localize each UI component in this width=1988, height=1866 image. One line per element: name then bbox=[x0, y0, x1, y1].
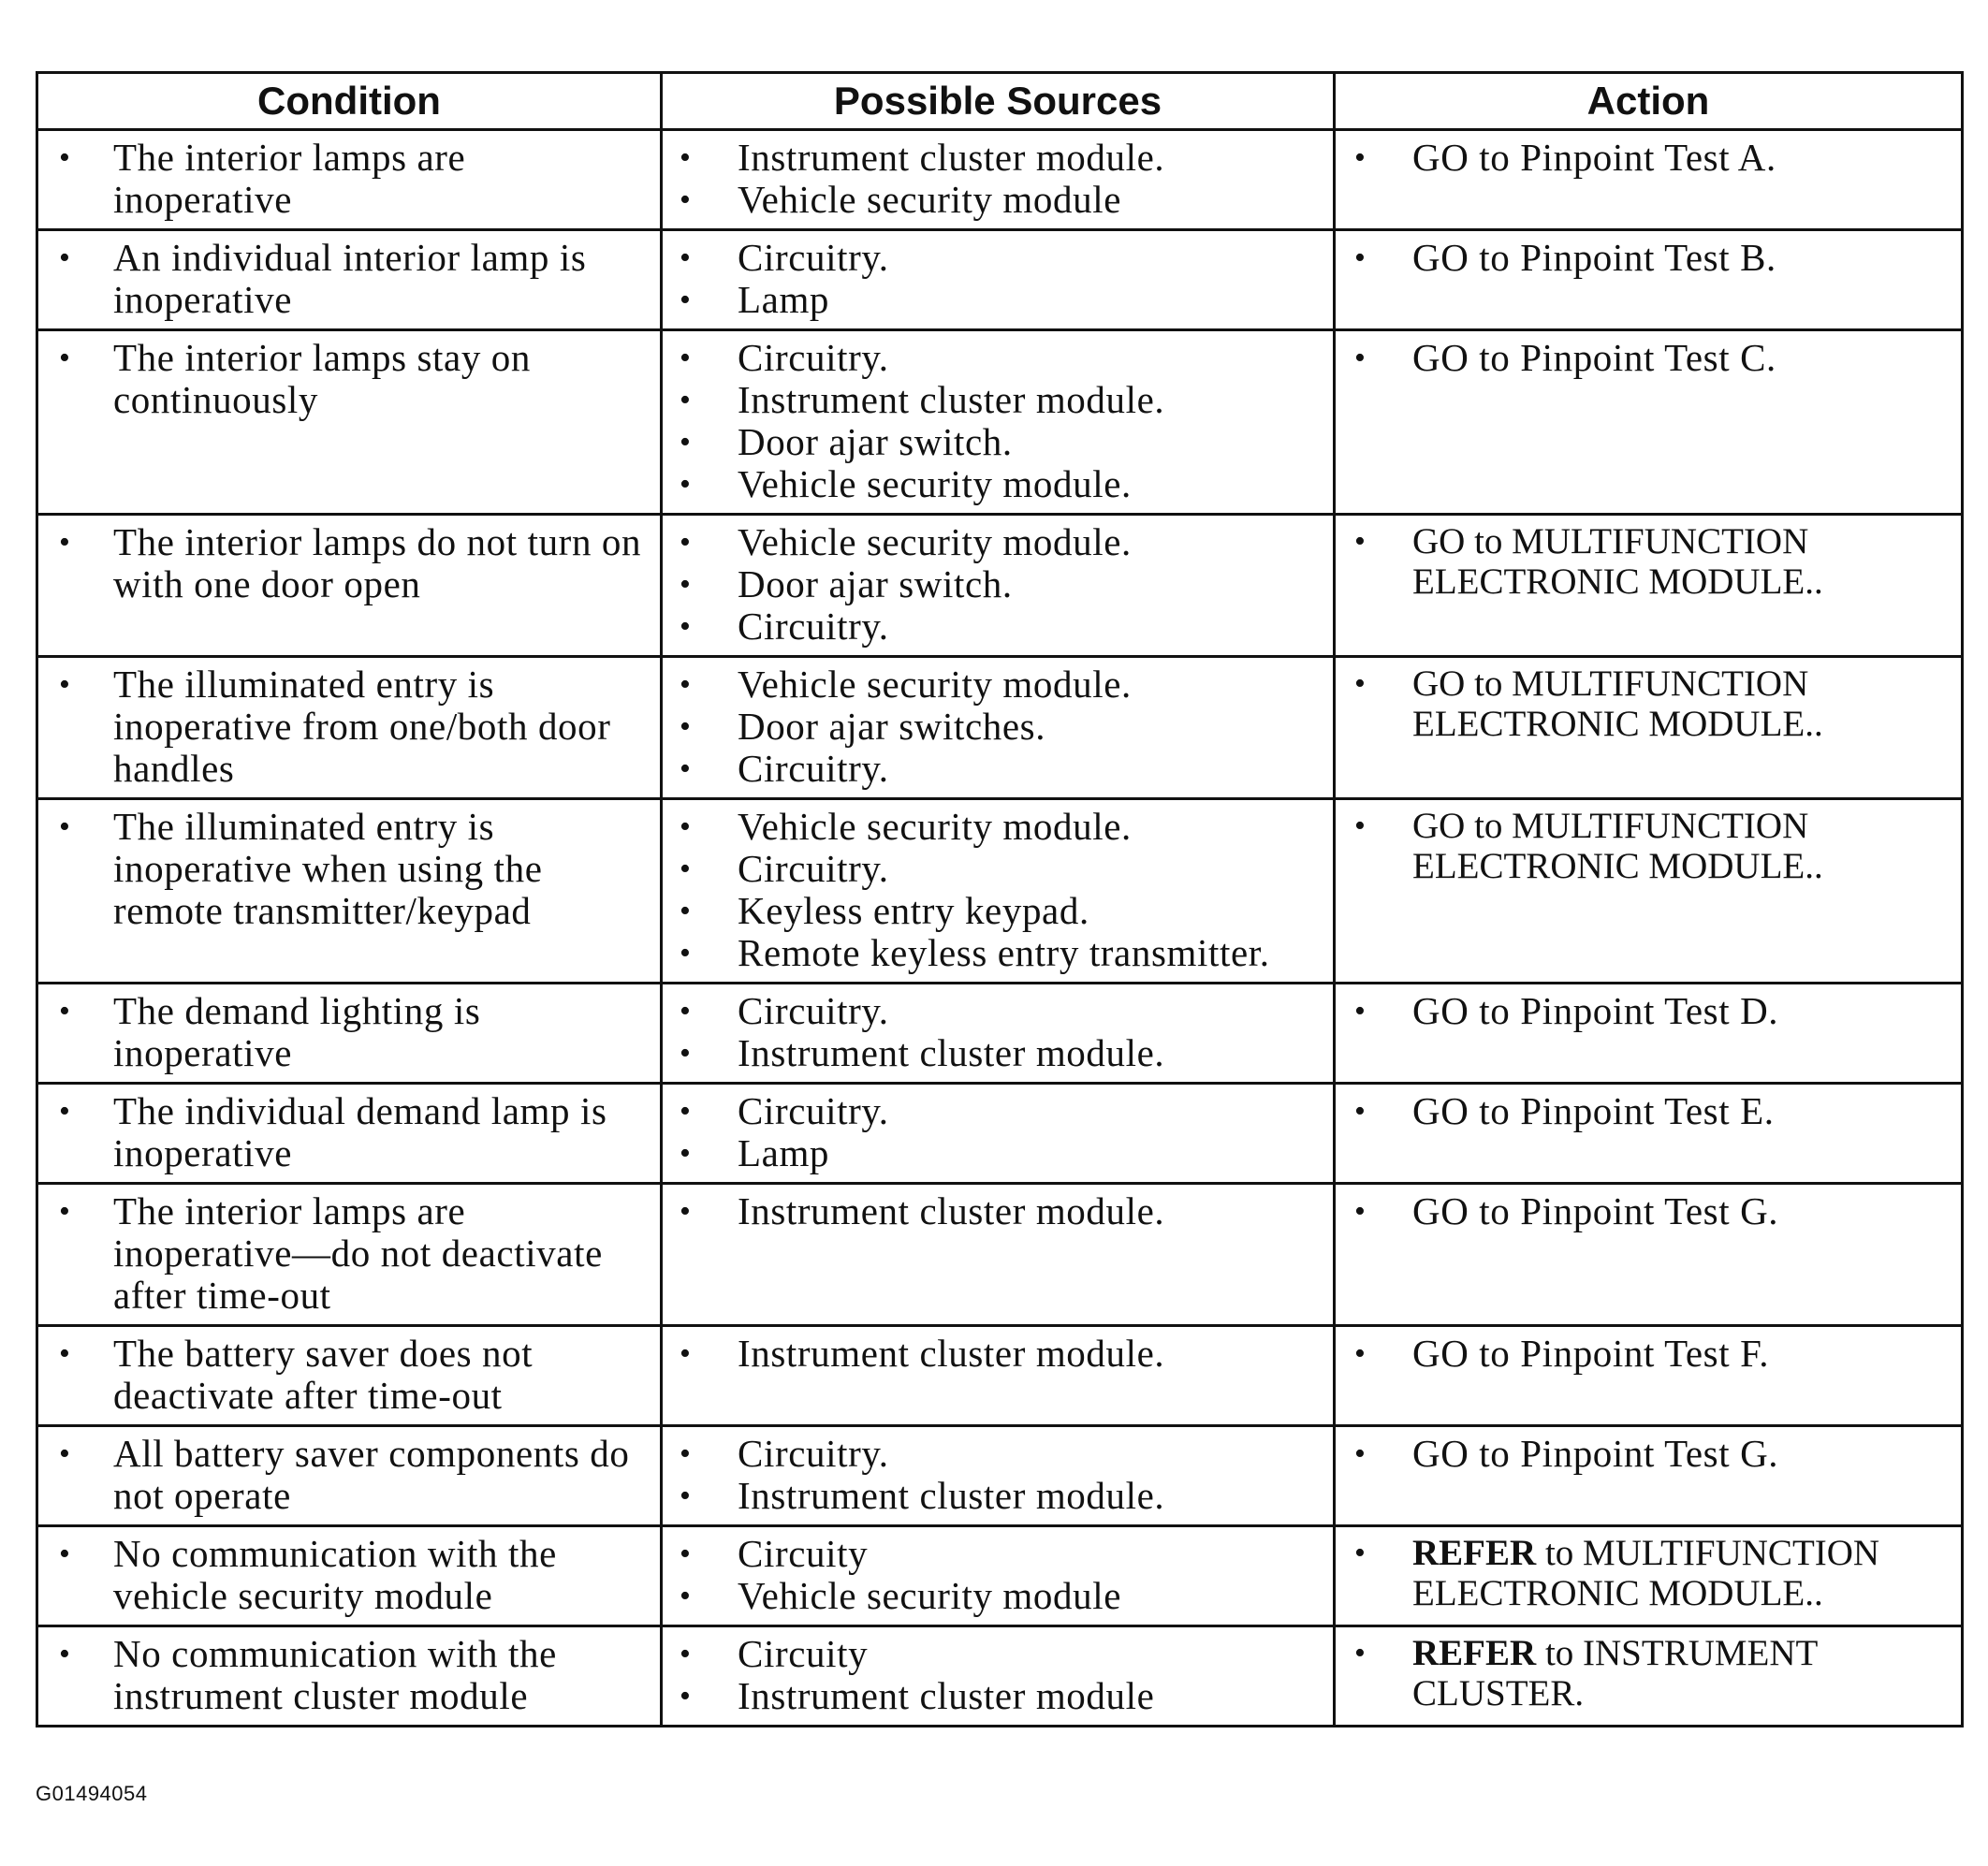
table-row bbox=[37, 330, 1963, 515]
list-item bbox=[1336, 663, 1961, 744]
table-row bbox=[37, 1426, 1963, 1526]
bullet-icon: • bbox=[1354, 1094, 1367, 1129]
condition-cell bbox=[37, 515, 662, 657]
list-item bbox=[663, 237, 1333, 279]
action-cell bbox=[1335, 1426, 1963, 1526]
list-item bbox=[38, 1090, 660, 1174]
diagnostic-table bbox=[36, 71, 1964, 1728]
list-item-text: Door ajar switch. bbox=[738, 420, 1013, 463]
list-item bbox=[1336, 237, 1961, 279]
list-item bbox=[1336, 137, 1961, 179]
list-item-text: Vehicle security module. bbox=[738, 663, 1132, 706]
bullet-icon: • bbox=[680, 994, 692, 1028]
bullet-icon: • bbox=[680, 341, 692, 375]
list-item bbox=[663, 1475, 1333, 1517]
list-item bbox=[663, 1333, 1333, 1375]
list-item bbox=[663, 890, 1333, 932]
table-row bbox=[37, 230, 1963, 330]
list-item bbox=[1336, 521, 1961, 602]
list-item bbox=[663, 1132, 1333, 1174]
sources-cell bbox=[662, 515, 1335, 657]
bullet-icon: • bbox=[1354, 1336, 1367, 1371]
list-item bbox=[38, 1533, 660, 1617]
bullet-icon: • bbox=[680, 1136, 692, 1171]
bullet-icon: • bbox=[680, 894, 692, 928]
sources-cell bbox=[662, 799, 1335, 984]
list-item-text: The illuminated entry is inoperative from one/both door handles bbox=[113, 663, 611, 790]
list-item bbox=[38, 990, 660, 1074]
bullet-icon: • bbox=[680, 709, 692, 744]
condition-cell bbox=[37, 657, 662, 799]
list-item-text: Vehicle security module. bbox=[738, 520, 1132, 563]
list-item-text: Keyless entry keypad. bbox=[738, 889, 1089, 932]
list-item-text: Instrument cluster module. bbox=[738, 378, 1165, 421]
action-text: GO to Pinpoint Test F. bbox=[1412, 1332, 1770, 1375]
bullet-icon: • bbox=[680, 809, 692, 844]
bullet-icon: • bbox=[680, 852, 692, 886]
bullet-icon: • bbox=[680, 182, 692, 217]
list-item-text: Instrument cluster module. bbox=[738, 1474, 1165, 1517]
bullet-icon: • bbox=[59, 1537, 71, 1571]
action-text: GO to Pinpoint Test E. bbox=[1412, 1089, 1775, 1132]
list-item bbox=[1336, 1433, 1961, 1475]
list-item-text: Circuitry. bbox=[738, 847, 889, 890]
list-item-text: Circuitry. bbox=[738, 747, 889, 790]
action-cell bbox=[1335, 330, 1963, 515]
list-item bbox=[663, 337, 1333, 379]
bullet-icon: • bbox=[680, 1579, 692, 1613]
bullet-icon: • bbox=[680, 1537, 692, 1571]
list-item-text: Remote keyless entry transmitter. bbox=[738, 931, 1270, 974]
list-item bbox=[1336, 337, 1961, 379]
action-text: GO to Pinpoint Test C. bbox=[1412, 336, 1776, 379]
list-item-text: Door ajar switch. bbox=[738, 562, 1013, 605]
list-item bbox=[1336, 1090, 1961, 1132]
bullet-icon: • bbox=[59, 1436, 71, 1471]
bullet-icon: • bbox=[680, 1336, 692, 1371]
list-item-text: No communication with the instrument cluster module bbox=[113, 1632, 557, 1717]
condition-cell bbox=[37, 1426, 662, 1526]
list-item bbox=[1336, 1333, 1961, 1375]
condition-cell bbox=[37, 330, 662, 515]
bullet-icon: • bbox=[680, 1637, 692, 1671]
action-text: GO to Pinpoint Test A. bbox=[1412, 136, 1776, 179]
list-item-text: An individual interior lamp is inoperative bbox=[113, 236, 587, 321]
list-item bbox=[38, 1433, 660, 1517]
list-item bbox=[663, 179, 1333, 221]
condition-cell bbox=[37, 984, 662, 1084]
bullet-icon: • bbox=[680, 140, 692, 175]
list-item-text: The interior lamps stay on continuously bbox=[113, 336, 531, 421]
list-item bbox=[663, 848, 1333, 890]
list-item-text: Circuitry. bbox=[738, 1432, 889, 1475]
bullet-icon: • bbox=[59, 994, 71, 1028]
action-verb: REFER bbox=[1412, 1533, 1537, 1573]
list-item bbox=[663, 806, 1333, 848]
list-item bbox=[38, 1333, 660, 1417]
action-cell bbox=[1335, 1084, 1963, 1184]
list-item-text: Vehicle security module. bbox=[738, 805, 1132, 848]
list-item-text: All battery saver components do not operate bbox=[113, 1432, 630, 1517]
bullet-icon: • bbox=[1354, 341, 1367, 375]
bullet-icon: • bbox=[680, 609, 692, 644]
bullet-icon: • bbox=[680, 667, 692, 702]
table-body bbox=[37, 130, 1963, 1727]
list-item bbox=[663, 1090, 1333, 1132]
list-item-text: Circuity bbox=[738, 1532, 869, 1575]
bullet-icon: • bbox=[59, 140, 71, 175]
action-cell bbox=[1335, 515, 1963, 657]
bullet-icon: • bbox=[59, 1336, 71, 1371]
list-item bbox=[663, 663, 1333, 706]
list-item bbox=[663, 421, 1333, 463]
action-text: GO to Pinpoint Test G. bbox=[1412, 1432, 1779, 1475]
condition-cell bbox=[37, 1326, 662, 1426]
action-text: to INSTRUMENT CLUSTER. bbox=[1412, 1633, 1818, 1713]
list-item-text: No communication with the vehicle security module bbox=[113, 1532, 557, 1617]
sources-cell bbox=[662, 657, 1335, 799]
bullet-icon: • bbox=[680, 241, 692, 275]
bullet-icon: • bbox=[59, 341, 71, 375]
bullet-icon: • bbox=[1354, 524, 1366, 559]
list-item bbox=[38, 237, 660, 321]
action-verb: REFER bbox=[1412, 1633, 1537, 1673]
table-row bbox=[37, 1084, 1963, 1184]
table-row bbox=[37, 1326, 1963, 1426]
bullet-icon: • bbox=[1354, 666, 1366, 701]
condition-cell bbox=[37, 799, 662, 984]
table-row bbox=[37, 1626, 1963, 1727]
list-item bbox=[1336, 1633, 1961, 1713]
bullet-icon: • bbox=[680, 1679, 692, 1713]
bullet-icon: • bbox=[680, 1479, 692, 1513]
condition-cell bbox=[37, 1626, 662, 1727]
header-row bbox=[37, 73, 1963, 130]
list-item-text: Vehicle security module bbox=[738, 178, 1122, 221]
action-text: GO to MULTIFUNCTION ELECTRONIC MODULE.. bbox=[1412, 806, 1823, 886]
condition-cell bbox=[37, 1184, 662, 1326]
list-item bbox=[38, 137, 660, 221]
action-cell bbox=[1335, 657, 1963, 799]
list-item bbox=[663, 706, 1333, 748]
table-row bbox=[37, 657, 1963, 799]
condition-cell bbox=[37, 1526, 662, 1626]
bullet-icon: • bbox=[680, 1194, 692, 1229]
bullet-icon: • bbox=[680, 936, 692, 970]
action-cell bbox=[1335, 984, 1963, 1084]
action-cell bbox=[1335, 1326, 1963, 1426]
action-cell bbox=[1335, 1184, 1963, 1326]
bullet-icon: • bbox=[680, 1094, 692, 1129]
list-item-text: Vehicle security module bbox=[738, 1574, 1122, 1617]
list-item-text: Circuitry. bbox=[738, 236, 889, 279]
bullet-icon: • bbox=[680, 751, 692, 786]
sources-cell bbox=[662, 130, 1335, 230]
sources-cell bbox=[662, 984, 1335, 1084]
list-item bbox=[663, 521, 1333, 563]
list-item-text: The interior lamps are inoperative bbox=[113, 136, 466, 221]
bullet-icon: • bbox=[1354, 241, 1367, 275]
sources-cell bbox=[662, 330, 1335, 515]
bullet-icon: • bbox=[59, 1194, 71, 1229]
condition-cell bbox=[37, 230, 662, 330]
list-item bbox=[38, 521, 660, 605]
bullet-icon: • bbox=[59, 809, 71, 844]
action-text: GO to Pinpoint Test B. bbox=[1412, 236, 1776, 279]
header-action: Action bbox=[1335, 73, 1963, 130]
list-item-text: Circuitry. bbox=[738, 605, 889, 648]
list-item bbox=[663, 605, 1333, 648]
list-item bbox=[38, 337, 660, 421]
bullet-icon: • bbox=[680, 1036, 692, 1071]
list-item-text: The interior lamps are inoperative—do not deactivate after time-out bbox=[113, 1189, 603, 1317]
bullet-icon: • bbox=[1354, 1536, 1366, 1570]
action-text: GO to MULTIFUNCTION ELECTRONIC MODULE.. bbox=[1412, 663, 1823, 744]
list-item bbox=[1336, 990, 1961, 1032]
bullet-icon: • bbox=[59, 667, 71, 702]
list-item bbox=[38, 806, 660, 932]
bullet-icon: • bbox=[1354, 1636, 1366, 1670]
list-item bbox=[38, 1190, 660, 1317]
table-row bbox=[37, 984, 1963, 1084]
bullet-icon: • bbox=[1354, 1194, 1367, 1229]
header-condition: Condition bbox=[37, 73, 662, 130]
list-item-text: Door ajar switches. bbox=[738, 705, 1046, 748]
sources-cell bbox=[662, 1184, 1335, 1326]
bullet-icon: • bbox=[680, 467, 692, 502]
sources-cell bbox=[662, 1326, 1335, 1426]
figure-id: G01494054 bbox=[36, 1782, 148, 1805]
list-item-text: Circuitry. bbox=[738, 1089, 889, 1132]
bullet-icon: • bbox=[59, 241, 71, 275]
sources-cell bbox=[662, 230, 1335, 330]
list-item-text: Circuitry. bbox=[738, 989, 889, 1032]
action-text: GO to Pinpoint Test G. bbox=[1412, 1189, 1779, 1232]
list-item bbox=[663, 563, 1333, 605]
list-item-text: Circuitry. bbox=[738, 336, 889, 379]
list-item bbox=[38, 1633, 660, 1717]
bullet-icon: • bbox=[59, 1637, 71, 1671]
sources-cell bbox=[662, 1526, 1335, 1626]
table-row bbox=[37, 130, 1963, 230]
list-item bbox=[663, 1190, 1333, 1232]
list-item bbox=[663, 1533, 1333, 1575]
list-item-text: The demand lighting is inoperative bbox=[113, 989, 481, 1074]
header-possible-sources: Possible Sources bbox=[662, 73, 1335, 130]
bullet-icon: • bbox=[680, 383, 692, 417]
table-row bbox=[37, 1184, 1963, 1326]
action-cell bbox=[1335, 130, 1963, 230]
list-item bbox=[663, 748, 1333, 790]
bullet-icon: • bbox=[680, 283, 692, 317]
sources-cell bbox=[662, 1626, 1335, 1727]
list-item bbox=[663, 932, 1333, 974]
list-item-text: Instrument cluster module. bbox=[738, 136, 1165, 179]
list-item-text: Circuity bbox=[738, 1632, 869, 1675]
list-item bbox=[1336, 1190, 1961, 1232]
list-item-text: Instrument cluster module. bbox=[738, 1031, 1165, 1074]
action-text: to MULTIFUNCTION ELECTRONIC MODULE.. bbox=[1412, 1533, 1880, 1613]
action-text: GO to Pinpoint Test D. bbox=[1412, 989, 1779, 1032]
list-item bbox=[663, 1633, 1333, 1675]
list-item bbox=[1336, 806, 1961, 886]
list-item-text: Instrument cluster module. bbox=[738, 1189, 1165, 1232]
bullet-icon: • bbox=[59, 1094, 71, 1129]
list-item-text: Instrument cluster module. bbox=[738, 1332, 1165, 1375]
list-item bbox=[663, 137, 1333, 179]
list-item bbox=[663, 279, 1333, 321]
bullet-icon: • bbox=[680, 425, 692, 459]
bullet-icon: • bbox=[680, 1436, 692, 1471]
list-item bbox=[663, 1575, 1333, 1617]
list-item-text: Vehicle security module. bbox=[738, 462, 1132, 505]
list-item bbox=[663, 463, 1333, 505]
list-item bbox=[38, 663, 660, 790]
condition-cell bbox=[37, 1084, 662, 1184]
table-row bbox=[37, 515, 1963, 657]
list-item bbox=[663, 1433, 1333, 1475]
list-item-text: Lamp bbox=[738, 1131, 830, 1174]
list-item-text: Lamp bbox=[738, 278, 830, 321]
action-text: GO to MULTIFUNCTION ELECTRONIC MODULE.. bbox=[1412, 521, 1823, 602]
bullet-icon: • bbox=[680, 525, 692, 560]
list-item-text: The individual demand lamp is inoperative bbox=[113, 1089, 607, 1174]
list-item-text: The battery saver does not deactivate after time-out bbox=[113, 1332, 534, 1417]
sources-cell bbox=[662, 1426, 1335, 1526]
bullet-icon: • bbox=[1354, 994, 1367, 1028]
bullet-icon: • bbox=[1354, 809, 1366, 843]
action-cell bbox=[1335, 1526, 1963, 1626]
list-item-text: The illuminated entry is inoperative when using the remote transmitter/keypad bbox=[113, 805, 543, 932]
list-item-text: Instrument cluster module bbox=[738, 1674, 1155, 1717]
list-item bbox=[663, 990, 1333, 1032]
list-item bbox=[1336, 1533, 1961, 1613]
table-row bbox=[37, 1526, 1963, 1626]
list-item bbox=[663, 1032, 1333, 1074]
list-item bbox=[663, 379, 1333, 421]
bullet-icon: • bbox=[1354, 140, 1367, 175]
action-cell bbox=[1335, 799, 1963, 984]
sources-cell bbox=[662, 1084, 1335, 1184]
condition-cell bbox=[37, 130, 662, 230]
list-item-text: The interior lamps do not turn on with one door open bbox=[113, 520, 642, 605]
table-row bbox=[37, 799, 1963, 984]
list-item bbox=[663, 1675, 1333, 1717]
bullet-icon: • bbox=[680, 567, 692, 602]
bullet-icon: • bbox=[59, 525, 71, 560]
action-cell bbox=[1335, 230, 1963, 330]
action-cell bbox=[1335, 1626, 1963, 1727]
bullet-icon: • bbox=[1354, 1436, 1367, 1471]
